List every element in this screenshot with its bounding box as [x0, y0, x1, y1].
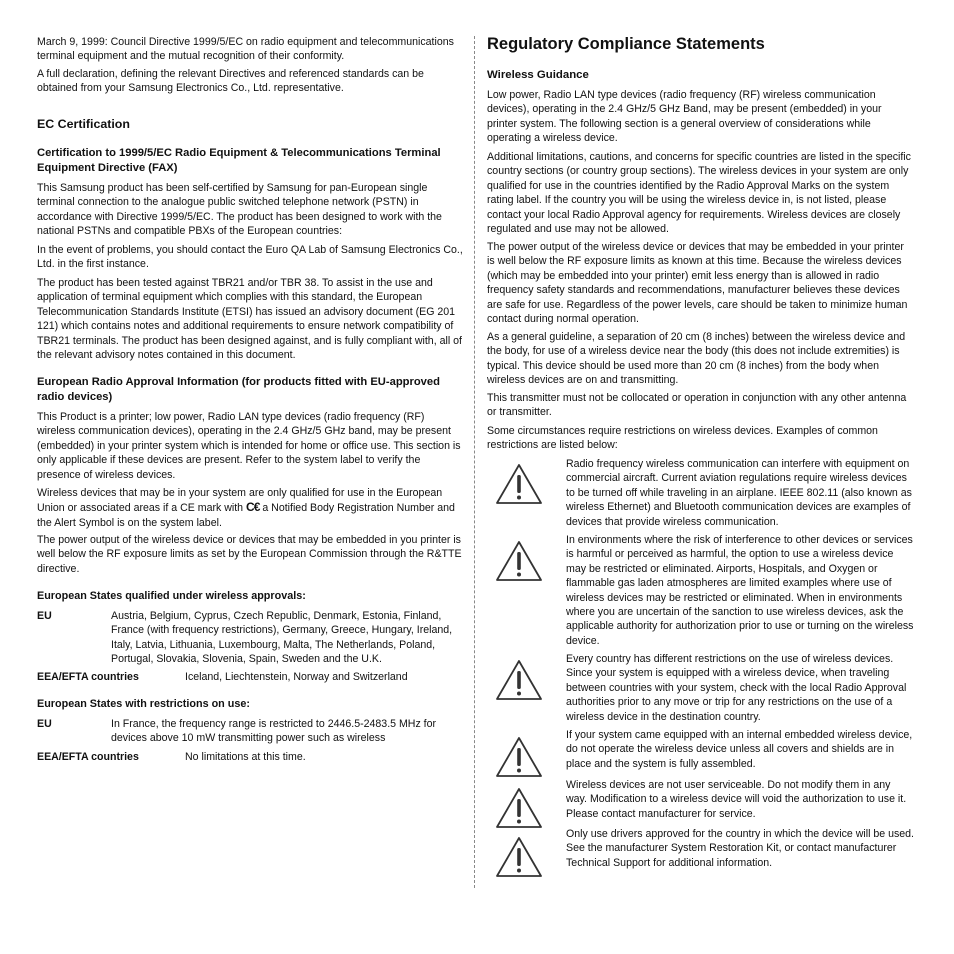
warning-text-environments: In environments where the risk of interference to other devices or services is harmful or perceived as harmful, the option to use a wireless device may be restricted or eliminated. Airports, Hospitals, and Oxygen or flammable gas laden atmospheres are limited examples where use of wireless devices may be restricted or eliminated. When in environments where you are uncertain of the sanction to use wireless devices, ask the applicable authority for authorization prior to use or turning on the wireless device.	[566, 534, 914, 647]
warning-icon	[494, 835, 544, 879]
restricted-eu-label: EU	[37, 718, 52, 730]
warning-icon	[494, 658, 544, 702]
radio-paragraph-2	[37, 486, 465, 530]
warning-icon	[494, 462, 544, 506]
wireless-paragraph-4: As a general guideline, a separation of 20 cm (8 inches) between the wireless device and the body, for use of a wireless device near the body (this does not include extremities) is typical. This device should be used more than 20 cm (8 inches) from the body when wireless devices are on and transmitting.	[487, 331, 906, 387]
warning-text-serviceable: Wireless devices are not user serviceable. Do not modify them in any way. Modification to a wireless device will void the authorization to use it. Please contact manufacturer for service.	[566, 779, 907, 820]
restricted-eea-value: No limitations at this time.	[185, 751, 306, 763]
qualified-states-heading: European States qualified under wireless approvals:	[37, 590, 306, 602]
fax-paragraph-3: The product has been tested against TBR21 and/or TBR 38. To assist in the use and application of terminal equipment which complies with this standard, the European Telecommunication Standards Institute (ETSI) has issued an advisory document (EG 201 121) which contains notes and additional requirements to ensure network compatibility of TBR21 terminals. The product has been designed against, and is fully compliant with, all of the relevant advisory notes contained in this document.	[37, 277, 462, 362]
warning-text-aircraft: Radio frequency wireless communication can interfere with equipment on commercial aircraft. Current aviation regulations require wireless devices to be turned off while traveling in an airplane. IEEE 802.11 (also known as wireless Ethernet) and Bluetooth communication devices are examples of devices that provide wireless communication.	[566, 458, 912, 528]
radio-paragraph-3: The power output of the wireless device or devices that may be embedded in you printer is well below the RF exposure limits as set by the European Commission through the R&TTE directive.	[37, 534, 462, 575]
warning-text-countries: Every country has different restrictions on the use of wireless devices. Since your system is equipped with a wireless device, when traveling between countries with your system, check with the local Radio Approval authorities prior to any move or trip for any restrictions on the use of a wireless device in the destination country.	[566, 653, 907, 723]
fax-directive-heading: Certification to 1999/5/EC Radio Equipment & Telecommunications Terminal Equipment Directive (FAX)	[37, 147, 441, 174]
wireless-guidance-heading: Wireless Guidance	[487, 69, 589, 81]
restricted-eea-label: EEA/EFTA countries	[37, 751, 139, 763]
warning-icon	[494, 539, 544, 583]
qualified-eea-label: EEA/EFTA countries	[37, 671, 139, 683]
restricted-states-heading: European States with restrictions on use:	[37, 698, 250, 710]
wireless-paragraph-1: Low power, Radio LAN type devices (radio frequency (RF) wireless communication devices), operating in the 2.4 GHz/5 GHz Band, may be present (embedded) in your printer system. The following section is a general overview of considerations while operating a wireless device.	[487, 89, 882, 145]
radio-approval-heading: European Radio Approval Information (for products fitted with EU-approved radio devices)	[37, 376, 440, 403]
column-divider	[474, 36, 475, 888]
wireless-paragraph-2: Additional limitations, cautions, and concerns for specific countries are listed in the specific country sections (or country group sections). The wireless devices in your system are only qualified for use in the countries identified by the Radio Approval Marks on the system rating label. If the country you will be using the wireless device in, is not listed, please contact your local Radio Approval agency for requirements. Wireless devices are closely regulated and use may not be allowed.	[487, 151, 911, 236]
warning-text-drivers: Only use drivers approved for the country in which the device will be used. See the manufacturer System Restoration Kit, or contact manufacturer Technical Support for additional information.	[566, 828, 915, 869]
warning-icon	[494, 786, 544, 830]
warning-text-covers: If your system came equipped with an internal embedded wireless device, do not operate the wireless device unless all covers and shields are in place and the system is fully assembled.	[566, 729, 913, 770]
warning-icon	[494, 735, 544, 779]
fax-paragraph-1: This Samsung product has been self-certified by Samsung for pan-European single terminal connection to the analogue public switched telephone network (PSTN) in accordance with Directive 1999/5/EC. The product has been designed to work with the national PSTNs and compatible PBXs of the European countries:	[37, 182, 442, 238]
ec-certification-heading: EC Certification	[37, 117, 130, 131]
fax-paragraph-2: In the event of problems, you should contact the Euro QA Lab of Samsung Electronics Co., Ltd. in the first instance.	[37, 244, 463, 271]
page-title: Regulatory Compliance Statements	[487, 35, 765, 53]
radio-paragraph-1: This Product is a printer; low power, Radio LAN type devices (radio frequency (RF) wireless communication devices), operating in the 2.4 GHz/5 GHz band, may be present (embedded) in your printer system which is intended for home or office use. This section is only applicable if these devices are present. Refer to the system label to verify the presence of wireless devices.	[37, 411, 461, 481]
declaration-paragraph: A full declaration, defining the relevant Directives and referenced standards can be obtained from your Samsung Electronics Co., Ltd. representative.	[37, 68, 424, 95]
qualified-eu-label: EU	[37, 610, 52, 622]
intro-paragraph: March 9, 1999: Council Directive 1999/5/EC on radio equipment and telecommunications terminal equipment and the mutual recognition of their conformity.	[37, 36, 454, 63]
ce-mark-icon: C€	[246, 500, 260, 515]
qualified-eu-value: Austria, Belgium, Cyprus, Czech Republic, Denmark, Estonia, Finland, France (with frequency restrictions), Germany, Greece, Hungary, Ireland, Italy, Latvia, Lithuania, Luxembourg, Malta, The Netherlands, Poland, Portugal, Slovakia, Slovenia, Spain, Sweden and the U.K.	[111, 610, 453, 666]
radio-paragraph-2-start: Wireless devices that may be in your system are only qualified for use in the European Union or associated areas if a CE mark with	[37, 487, 443, 515]
qualified-eea-value: Iceland, Liechtenstein, Norway and Switzerland	[185, 671, 408, 683]
wireless-paragraph-3: The power output of the wireless device or devices that may be embedded in your printer is well below the RF exposure limits as known at this time. Because the wireless devices (which may be embedded into your printer) emit less energy than is allowed in radio frequency safety standards and recommendations, manufacturer believes these devices are safe for use. Regardless of the power levels, care should be taken to minimize human contact during normal operation.	[487, 241, 908, 326]
radio-paragraph-2-end: a Notified Body Registration Number and the Alert Symbol is on the system label.	[37, 502, 455, 529]
wireless-paragraph-6: Some circumstances require restrictions on wireless devices. Examples of common restrictions are listed below:	[487, 425, 878, 452]
wireless-paragraph-5: This transmitter must not be collocated or operation in conjunction with any other antenna or transmitter.	[487, 392, 907, 419]
restricted-eu-value: In France, the frequency range is restricted to 2446.5-2483.5 MHz for devices above 10 mW transmitting power such as wireless	[111, 718, 437, 745]
